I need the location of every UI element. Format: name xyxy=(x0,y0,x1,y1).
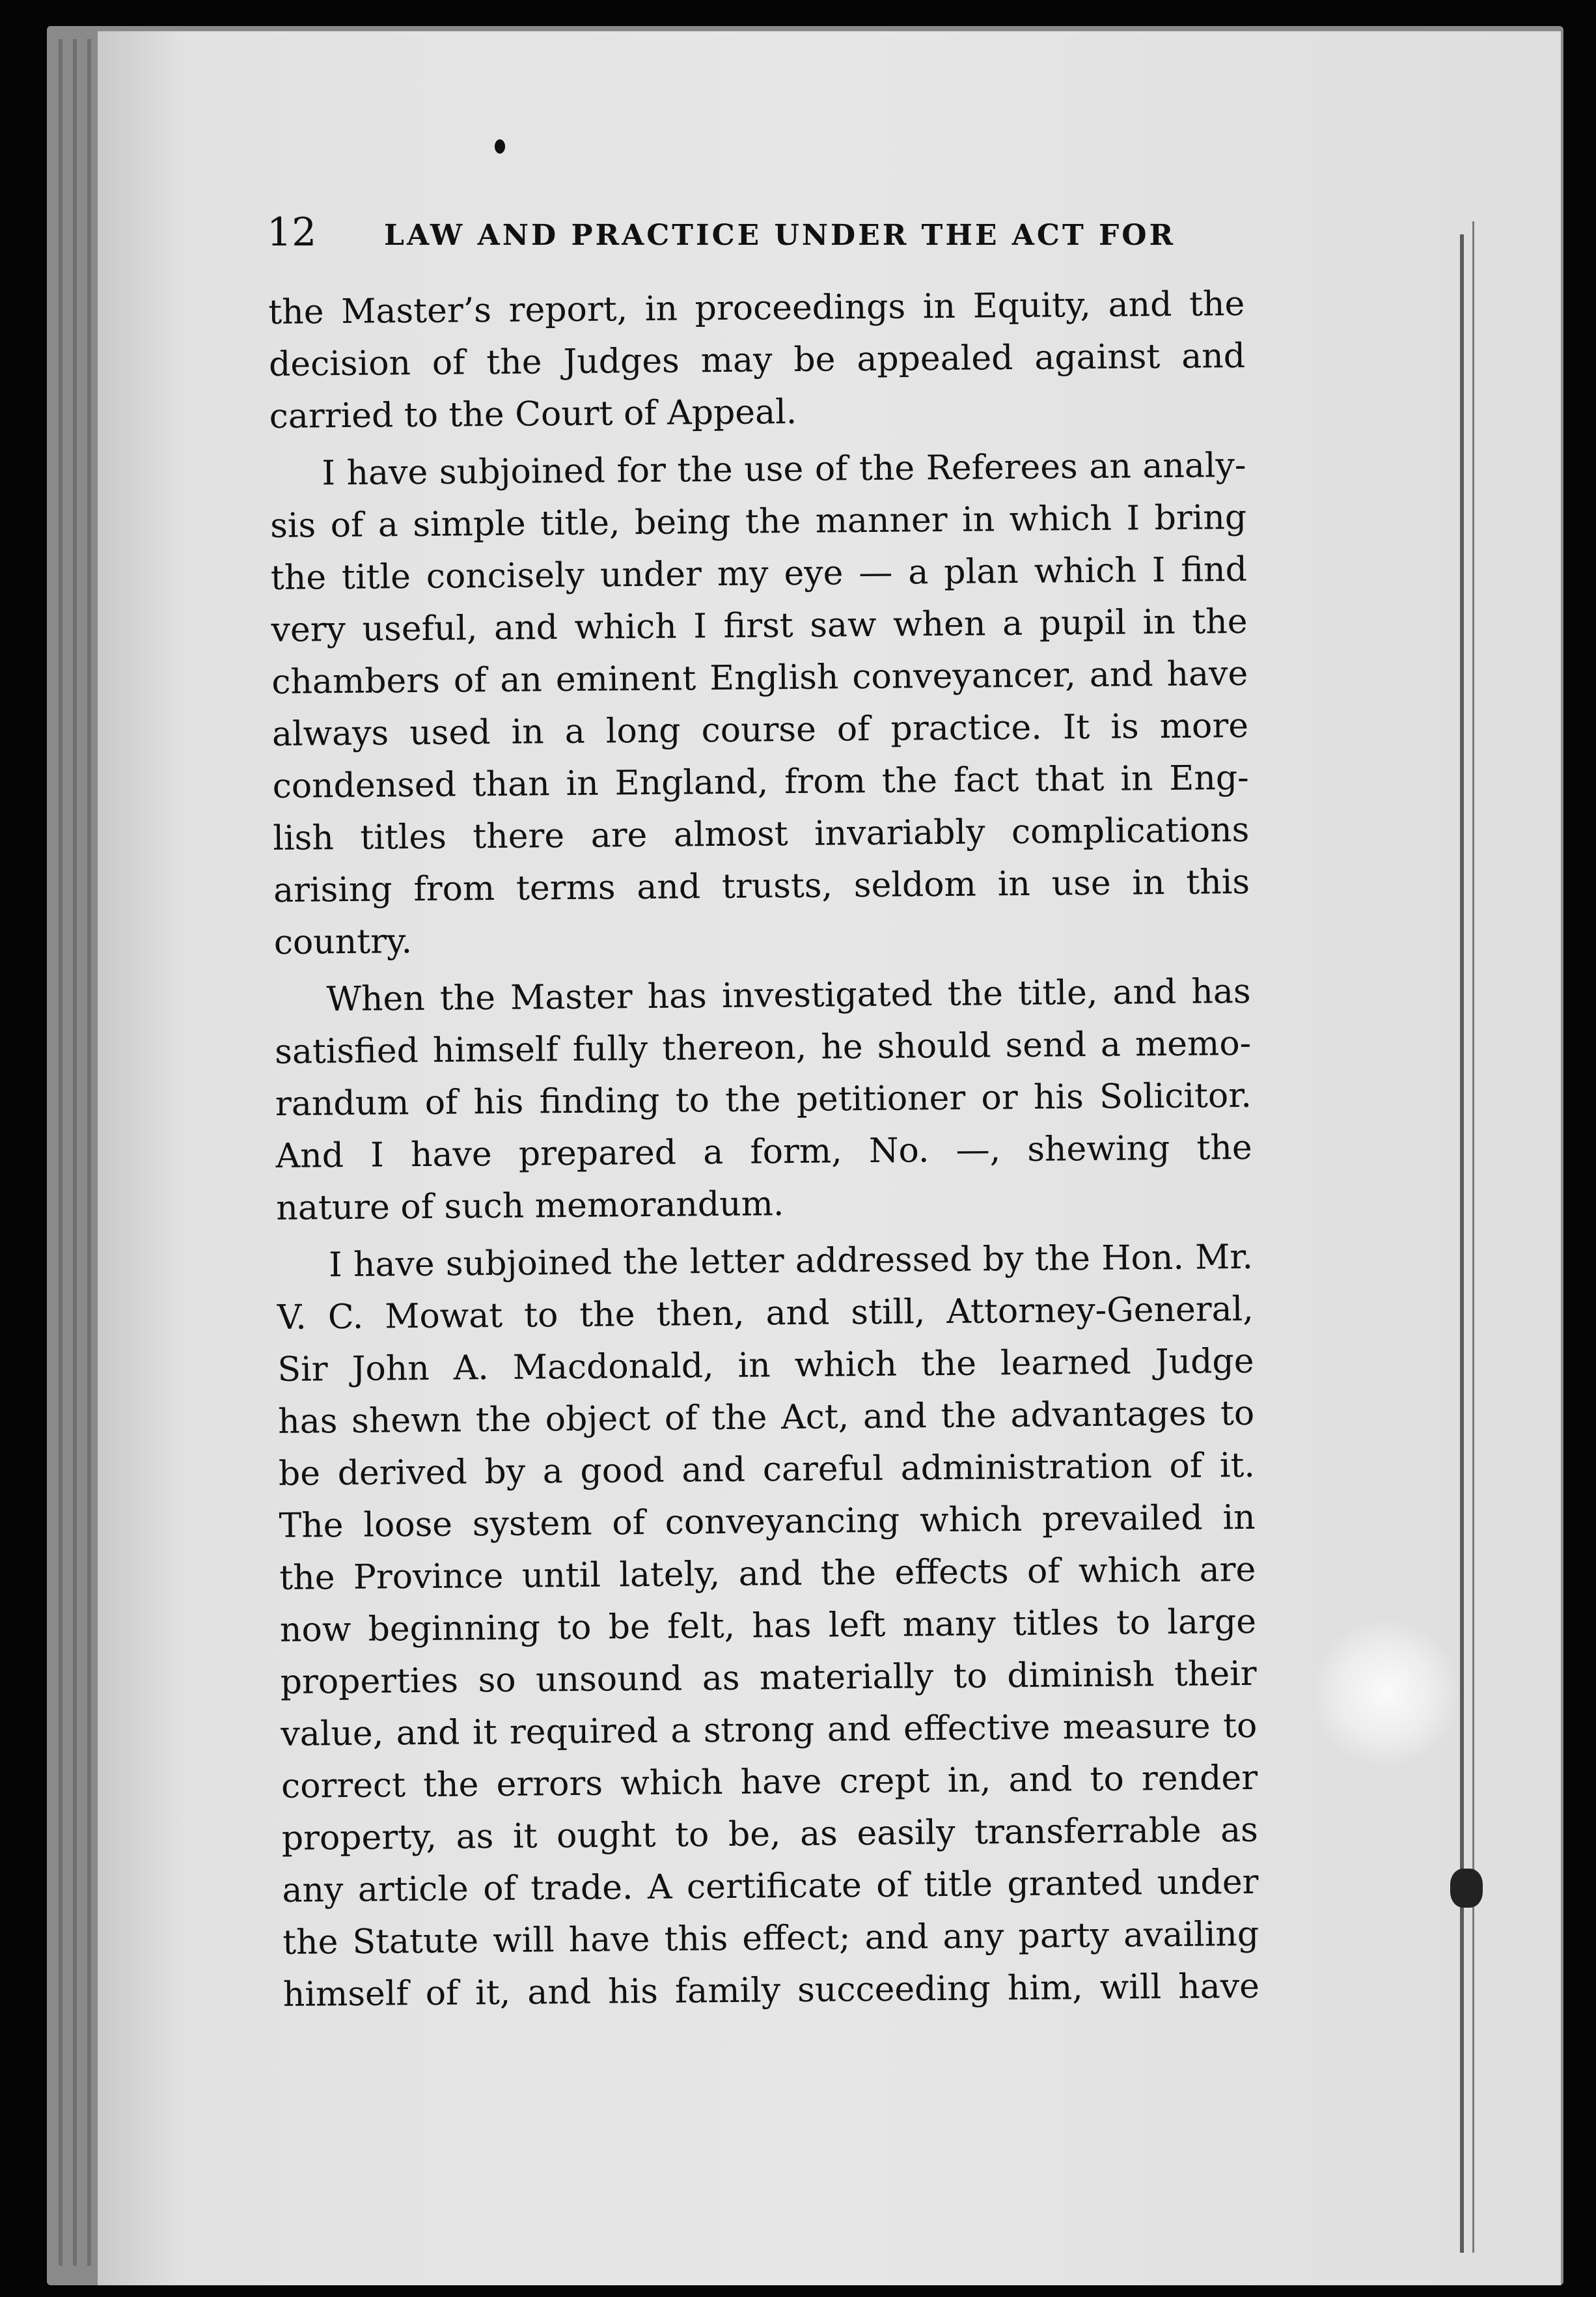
paragraph-3 xyxy=(274,966,1252,1234)
paper-flaw xyxy=(1315,1615,1458,1771)
text-line: randum of his finding to the petitioner or his Solicitor. xyxy=(275,1076,1252,1124)
text-line: I have subjoined the letter addressed by the Hon. Mr. xyxy=(328,1237,1254,1285)
text-line: chambers of an eminent English conveyancer, and have xyxy=(271,654,1248,702)
text-line: very useful, and which I first saw when a pupil in the xyxy=(271,602,1248,650)
text-line: condensed than in England, from the fact that in Eng- xyxy=(272,758,1249,806)
text-line: value, and it required a strong and effective measure to xyxy=(281,1706,1258,1754)
text-line: now beginning to be felt, has left many titles to large xyxy=(279,1602,1257,1650)
text-line: satisfied himself fully thereon, he should send a memo- xyxy=(275,1023,1252,1072)
text-line: The loose system of conveyancing which prevailed in xyxy=(279,1497,1256,1546)
paragraph-2 xyxy=(269,439,1250,969)
text-line: nature of such memorandum. xyxy=(276,1184,784,1228)
text-line: the title concisely under my eye — a plan which I find xyxy=(270,550,1248,598)
body-text xyxy=(268,278,1259,2026)
text-line: correct the errors which have crept in, and to render xyxy=(281,1758,1258,1806)
text-line: the Province until lately, and the effects of which are xyxy=(279,1550,1256,1598)
text-line: any article of trade. A certificate of title granted under xyxy=(282,1862,1259,1910)
text-line: And I have prepared a form, No. —, shewing the xyxy=(275,1128,1252,1176)
text-line: decision of the Judges may be appealed against and xyxy=(268,336,1246,384)
text-line: the Master’s report, in proceedings in Equity, and the xyxy=(268,284,1245,332)
text-line: When the Master has investigated the title, and has xyxy=(326,971,1251,1020)
gutter-edge xyxy=(1472,221,1474,2253)
page-stack-line xyxy=(87,39,91,2266)
text-line: property, as it ought to be, as easily transferrable as xyxy=(281,1810,1259,1858)
text-line: country. xyxy=(273,922,413,962)
ink-blot xyxy=(1450,1869,1483,1908)
text-line: arising from terms and trusts, seldom in use in this xyxy=(273,862,1250,910)
text-line: properties so unsound as materially to diminish their xyxy=(280,1654,1257,1702)
paragraph-1 xyxy=(268,278,1246,443)
gutter-edge xyxy=(1460,234,1464,2253)
text-line: be derived by a good and careful administration of it. xyxy=(278,1445,1256,1494)
text-line: carried to the Court of Appeal. xyxy=(269,392,797,436)
text-line: sis of a simple title, being the manner in which I bring xyxy=(269,497,1247,546)
text-line: the Statute will have this effect; and any party availing xyxy=(282,1914,1259,1962)
text-line: always used in a long course of practice. It is more xyxy=(271,706,1249,754)
text-line: I have subjoined for the use of the Referees an analy- xyxy=(322,445,1246,494)
text-line: Sir John A. Macdonald, in which the learned Judge xyxy=(277,1341,1254,1389)
text-line: V. C. Mowat to the then, and still, Attorney-General, xyxy=(277,1289,1254,1337)
ink-dot xyxy=(495,139,505,154)
page-stack-line xyxy=(59,39,62,2266)
running-head: LAW AND PRACTICE UNDER THE ACT FOR xyxy=(384,219,1176,252)
text-line: lish titles there are almost invariably complications xyxy=(273,810,1250,858)
text-line: has shewn the object of the Act, and the advantages to xyxy=(277,1393,1255,1441)
paragraph-4 xyxy=(277,1231,1259,2021)
text-line: himself of it, and his family succeeding him, will have xyxy=(282,1966,1260,2014)
page-stack-line xyxy=(73,39,77,2266)
page-number: 12 xyxy=(267,210,317,255)
